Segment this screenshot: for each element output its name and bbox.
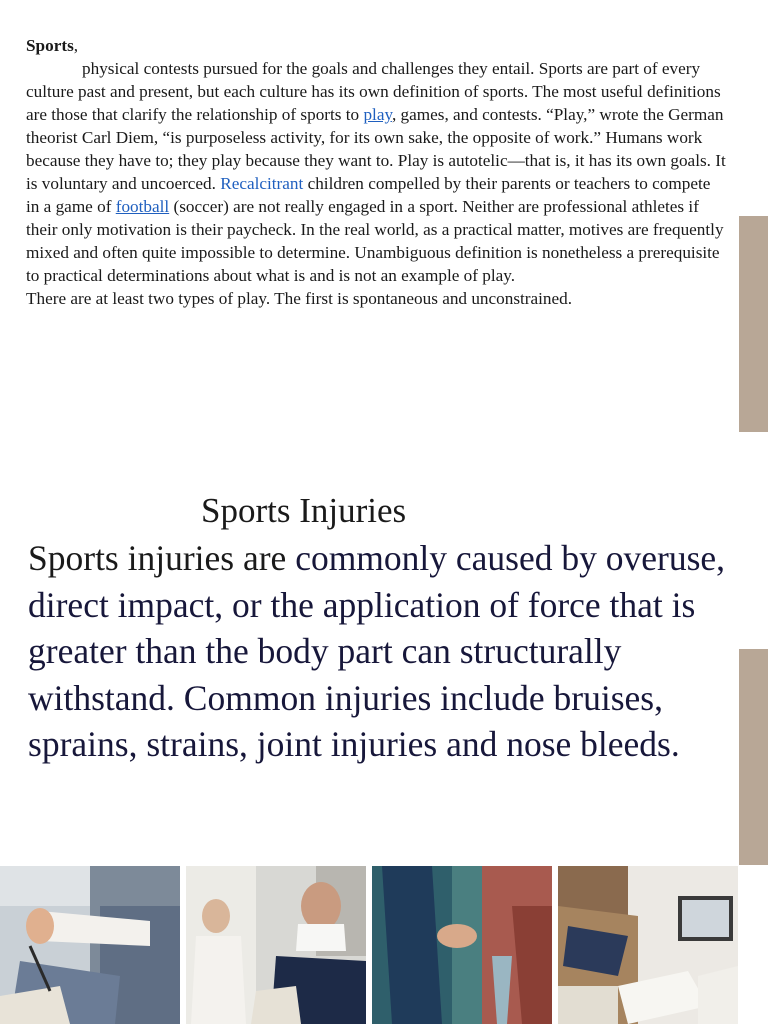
injury-photo-strip — [0, 866, 738, 1024]
crutch-handshake-photo — [372, 866, 552, 1024]
paragraph-text-d: (soccer) are not really engaged in a sport. Neither are professional athletes if their only motivation is their paycheck. In the real world, as a practical matter, motives are frequently mixed and often quite impossible to determine. Unambiguous definition is nonetheless a prerequisite to practical determinations about what is and is not an example of play. — [26, 197, 724, 285]
injuries-text-b: commonly caused by overuse, direct impact, or the application of force that is greater than the body part can structurally withstand. Common injuries include bruises, sprains, strains, joint injuries and nose bleeds. — [28, 538, 726, 764]
sports-definition-section — [26, 34, 726, 310]
sports-paragraph-2: There are at least two types of play. The first is spontaneous and unconstrained. — [26, 289, 573, 308]
arm-sling-doctor-photo — [558, 866, 738, 1024]
sports-paragraph-1 — [26, 34, 726, 287]
sports-injuries-body — [28, 535, 734, 768]
paragraph-text-a: physical contests pursued for the goals and challenges they entail. Sports are part of every culture past and present, but each culture has its own definition of sports. The most useful definitions are those that clarify the relationship of sports to — [26, 59, 721, 124]
paragraph-text-b: , games, and contests. “Play,” wrote the German theorist Carl Diem, “is purposeless activity, for its own sake, the opposite of work.” Humans work because they have to; they play because they want to. Play is autotelic—that is, it has its own goals. It is voluntary and uncoerced. — [26, 105, 726, 193]
decorative-side-bar-bottom — [739, 649, 768, 865]
sports-heading: Sports — [26, 36, 74, 55]
bandaged-arm-photo — [0, 866, 180, 1024]
paragraph-text-c: children compelled by their parents or teachers to compete in a game of — [26, 174, 711, 216]
injuries-text-a: Sports injuries are — [28, 538, 296, 578]
play-link[interactable]: play — [363, 105, 392, 124]
decorative-side-bar-top — [739, 216, 768, 432]
neck-brace-photo — [186, 866, 366, 1024]
heading-comma: , — [73, 36, 79, 55]
football-link[interactable]: football — [115, 197, 170, 216]
sports-injuries-title: Sports Injuries — [201, 491, 407, 530]
recalcitrant-link[interactable]: Recalcitrant — [220, 174, 304, 193]
